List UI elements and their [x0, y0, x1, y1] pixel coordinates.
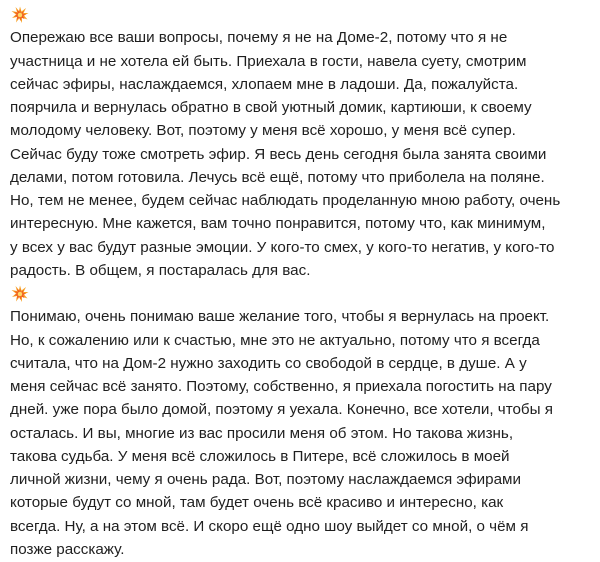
post-1-line: у всех у вас будут разные эмоции. У кого-то смех, у кого-то негатив, у кого-то [10, 238, 555, 256]
post-2-paragraph [10, 305, 590, 561]
post-2-line: меня сейчас всё занято. Поэтому, собственно, я приехала погостить на пару [10, 378, 552, 395]
post-2-line: позже расскажу. [10, 540, 125, 558]
post-1-line: делами, потом готовила. Лечусь всё ещё, потому что приболела на поляне. [10, 168, 545, 186]
post-2-line: дней. уже пора было домой, поэтому я уехала. Конечно, все хотели, чтобы я [10, 401, 553, 419]
post-2-line: личной жизни, чему я очень рада. Вот, поэтому наслаждаемся эфирами [10, 471, 521, 488]
post-1-line: Опережаю все ваши вопросы, почему я не на Доме-2, потому что я не [10, 29, 508, 47]
post-2-line: Понимаю, очень понимаю ваше желание того, чтобы я вернулась на проект. [10, 308, 550, 326]
post-1-line: интересную. Мне кажется, вам точно понравится, потому что, как минимум, [10, 215, 546, 233]
post-1-emoji-line [10, 3, 590, 26]
post-1-line: поярчила и вернулась обратно в свой уютный домик, картиюши, к своему [10, 99, 532, 116]
post-1-line: радость. В общем, я постаралась для вас. [10, 261, 311, 279]
post-2-line: такова судьба. У меня всё сложилось в Питере, всё сложилось в моей [10, 447, 510, 465]
post-1-line: участница и не хотела ей быть. Приехала в гости, навела суету, смотрим [10, 52, 527, 70]
post-2-line: Но, к сожалению или к счастью, мне это не актуально, потому что я всегда [10, 331, 540, 349]
post-1-line: Но, тем не менее, будем сейчас наблюдать проделанную мною работу, очень [10, 192, 561, 209]
post-2-line: которые будут со мной, там будет очень всё красиво и интересно, как [10, 494, 504, 512]
post-2-line: осталась. И вы, многие из вас просили меня об этом. Но такова жизнь, [10, 424, 514, 442]
post-1-line: сейчас эфиры, наслаждаемся, хлопаем мне в ладоши. Да, пожалуйста. [10, 75, 519, 93]
post-1-line: Сейчас буду тоже смотреть эфир. Я весь день сегодня была занята своими [10, 145, 547, 163]
post-1-line: молодому человеку. Вот, поэтому у меня всё хорошо, у меня всё супер. [10, 122, 516, 140]
collision-emoji-icon [11, 285, 29, 303]
post-1-paragraph [10, 26, 590, 282]
post-2-line: считала, что на Дом-2 нужно заходить со свободой в сердце, в душе. А у [10, 354, 527, 372]
post-2-emoji-line [10, 282, 590, 305]
post-2-line: всегда. Ну, а на этом всё. И скоро ещё одно шоу выйдет со мной, о чём я [10, 517, 529, 535]
collision-emoji-icon [11, 6, 29, 24]
